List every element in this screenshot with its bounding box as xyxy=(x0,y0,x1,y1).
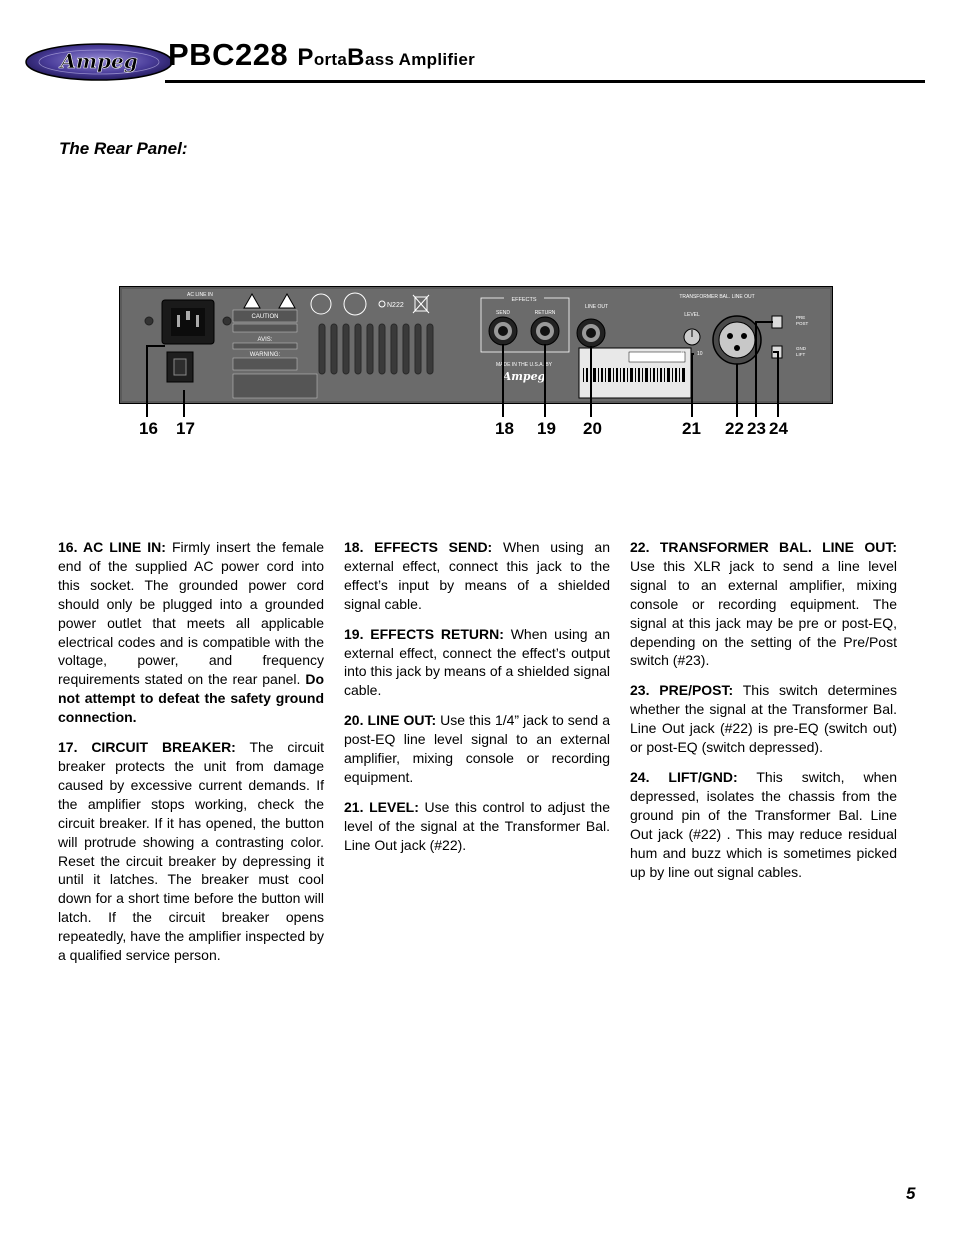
warning-label: WARNING: xyxy=(249,352,281,358)
n222-label: N222 xyxy=(387,302,404,309)
ac-line-in-label: AC LINE IN xyxy=(187,292,213,298)
model-name: PBC228 xyxy=(168,37,289,72)
text-column-3 xyxy=(630,538,897,892)
item-23 xyxy=(630,681,897,757)
item-21-text: Use this control to adjust the level of the signal at the Transformer Bal. Line Out jack (#22). xyxy=(344,798,610,853)
item-19-label: 19. EFFECTS RETURN: xyxy=(344,625,504,642)
item-17-label: 17. CIRCUIT BREAKER: xyxy=(58,739,236,756)
item-23-text: This switch determines whether the signal at the Transformer Bal. Line Out jack (#22) is pre-EQ (switch out) or post-EQ (switch depressed). xyxy=(630,682,897,756)
callout-18: 18 xyxy=(495,419,514,438)
rear-panel-illustration xyxy=(119,286,833,404)
title-b: B xyxy=(347,44,365,71)
callout-24: 24 xyxy=(769,419,788,438)
title-p: P xyxy=(297,44,314,71)
text-column-2 xyxy=(344,538,610,866)
pre-post-switch xyxy=(772,316,782,328)
text-column-1 xyxy=(58,538,324,976)
avis-label: AVIS: xyxy=(257,337,273,343)
item-21 xyxy=(344,798,610,855)
item-19-text: When using an external effect, connect the effect’s output into this jack by means of a shielded signal cable. xyxy=(344,625,610,699)
item-24-text: This switch, when depressed, isolates the chassis from the ground pin of the Transformer Bal. Line Out jack (#22) . This may reduce residual hum and buzz which is sometimes picked up by line out signal cables. xyxy=(630,768,897,880)
pre-label: PRE xyxy=(796,315,806,320)
page-header xyxy=(0,20,954,80)
transformer-label: TRANSFORMER BAL. LINE OUT xyxy=(679,294,755,300)
callout-16: 16 xyxy=(139,419,158,438)
return-label: RETURN xyxy=(534,310,556,316)
item-23-label: 23. PRE/POST: xyxy=(630,682,734,699)
gnd-label: GND xyxy=(796,346,806,351)
lift-label: LIFT xyxy=(796,352,806,357)
item-21-label: 21. LEVEL: xyxy=(344,798,419,815)
item-20-label: 20. LINE OUT: xyxy=(344,712,437,729)
screw-icon xyxy=(145,317,153,325)
title-amplifier: ass Amplifier xyxy=(365,50,476,69)
callout-22: 22 xyxy=(725,419,744,438)
level-min-label: 0 xyxy=(681,351,684,357)
item-17 xyxy=(58,738,324,965)
header-rule xyxy=(165,80,925,83)
item-24 xyxy=(630,768,897,881)
document-title xyxy=(168,37,475,73)
level-label: LEVEL xyxy=(684,312,700,318)
item-18-text: When using an external effect, connect this jack to the effect’s input by means of a shielded signal cable. xyxy=(344,539,610,612)
level-max-label: 10 xyxy=(697,351,703,357)
title-orta: orta xyxy=(313,50,348,69)
made-in-label: MADE IN THE U.S.A. BY xyxy=(495,362,553,368)
svg-text:Ampeg: Ampeg xyxy=(60,49,138,73)
item-24-label: 24. LIFT/GND: xyxy=(630,768,738,785)
item-20-text: Use this 1/4” jack to send a post-EQ line level signal to an external amplifier, mixing console or recording equipment. xyxy=(344,712,610,785)
item-17-text: The circuit breaker protects the unit from damage caused by excessive current demands. If the amplifier stops working, check the circuit breaker. If it has opened, the button will protrude showing a contrasting color. Reset the circuit breaker by depressing it until it latches. The breaker must cool down for a short time before the button will latch. If the circuit breaker opens repeatedly, have the amplifier inspected by a qualified service person. xyxy=(58,739,324,964)
ampeg-panel-logo: Ampeg xyxy=(502,370,546,383)
item-16 xyxy=(58,538,324,727)
ampeg-logo xyxy=(24,42,174,82)
lift-gnd-switch xyxy=(772,346,782,358)
page-number: 5 xyxy=(906,1184,916,1203)
item-22 xyxy=(630,538,897,670)
item-22-text: Use this XLR jack to send a line level signal to an external amplifier, mixing console or recording equipment. The signal at this jack may be pre or post-EQ, depending on the setting of the Pre/Post switch (#23). xyxy=(630,557,897,669)
item-19 xyxy=(344,625,610,701)
item-16-warning: Do not attempt to defeat the safety ground connection. xyxy=(58,671,324,726)
callout-19: 19 xyxy=(537,419,556,438)
item-20 xyxy=(344,711,610,787)
post-label: POST xyxy=(796,321,809,326)
item-16-text: Firmly insert the female end of the supplied AC power cord into this socket. The grounded power cord should only be plugged into a grounded power outlet that meets all applicable electrical codes and is compatible with the voltage, power, and frequency requirements stated on the rear panel. xyxy=(58,539,324,688)
callout-20: 20 xyxy=(583,419,602,438)
screw-icon xyxy=(223,317,231,325)
send-label: SEND xyxy=(496,310,510,316)
section-heading: The Rear Panel: xyxy=(59,139,188,158)
item-18-label: 18. EFFECTS SEND: xyxy=(344,539,493,555)
callout-21: 21 xyxy=(682,419,701,438)
item-22-label: 22. TRANSFORMER BAL. LINE OUT: xyxy=(630,539,897,555)
item-18 xyxy=(344,538,610,614)
caution-label: CAUTION xyxy=(251,314,279,320)
line-out-label: LINE OUT xyxy=(585,304,609,310)
callout-17: 17 xyxy=(176,419,195,438)
item-16-label: 16. AC LINE IN: xyxy=(58,539,166,555)
effects-label: EFFECTS xyxy=(511,297,537,303)
callout-23: 23 xyxy=(747,419,766,438)
